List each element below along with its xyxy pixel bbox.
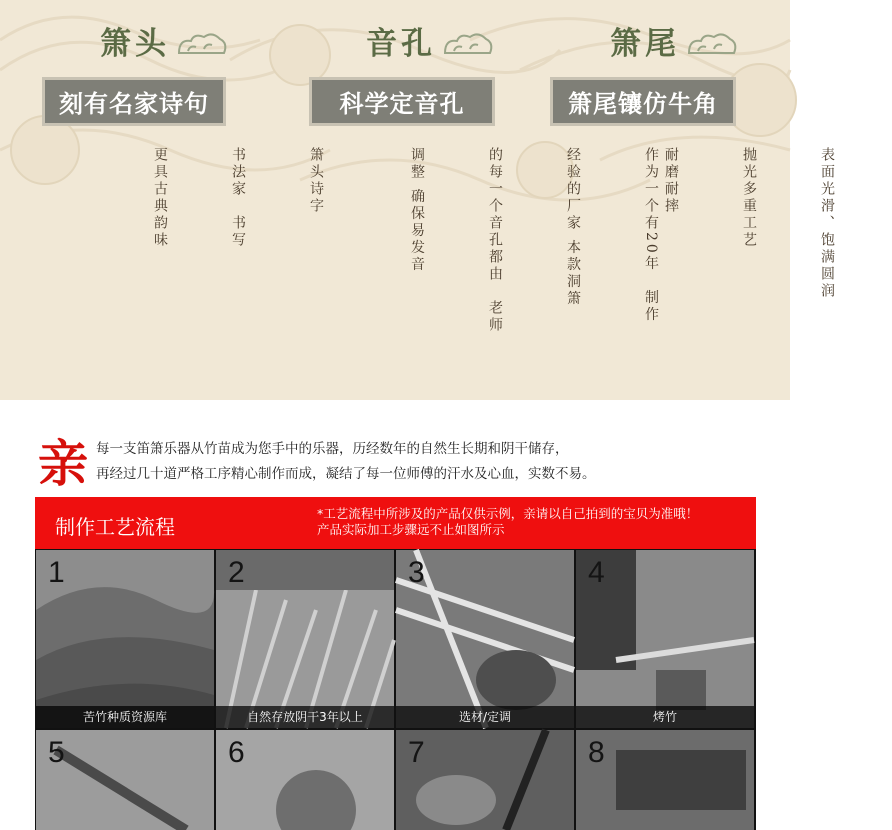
step-number: 8 xyxy=(588,736,605,769)
feature-title: 音孔 xyxy=(366,26,436,62)
process-step-image xyxy=(576,730,754,830)
process-header xyxy=(35,497,756,549)
step-caption: 自然存放阴干3年以上 xyxy=(216,706,394,728)
process-step-image xyxy=(216,730,394,830)
process-step-image xyxy=(36,550,214,728)
feature-head xyxy=(0,0,324,400)
feature-panel xyxy=(0,0,835,400)
process-step-image xyxy=(36,730,214,830)
step-number: 4 xyxy=(588,556,605,589)
process-step-image xyxy=(396,730,574,830)
process-step-image xyxy=(576,550,754,728)
cloud-ornament-icon xyxy=(442,31,494,61)
feature-badge: 科学定音孔 xyxy=(309,77,495,126)
process-step-image xyxy=(216,550,394,728)
feature-description: 箫头诗字 书法家 书写 更具古典韵味 xyxy=(152,147,324,249)
notice-mark: 亲 xyxy=(38,434,88,493)
feature-description: 作为一个有20年 制作 经验的厂家 本款洞箫 的每一个音孔都由 老师 调整 确保易发音 xyxy=(409,147,659,334)
process-title: 制作工艺流程 xyxy=(55,515,175,539)
step-number: 1 xyxy=(48,556,65,589)
step-number: 7 xyxy=(408,736,425,769)
cloud-ornament-icon xyxy=(176,31,228,61)
step-caption: 烤竹 xyxy=(576,706,754,728)
feature-badge: 箫尾镶仿牛角 xyxy=(550,77,736,126)
feature-title: 箫尾 xyxy=(610,26,680,62)
step-number: 6 xyxy=(228,736,245,769)
step-number: 2 xyxy=(228,556,245,589)
step-number: 3 xyxy=(408,556,425,589)
step-caption: 苦竹种质资源库 xyxy=(36,706,214,728)
feature-description: 表面光滑、饱满圆润 抛光多重工艺 耐磨耐摔 xyxy=(663,147,835,300)
feature-badge: 刻有名家诗句 xyxy=(42,77,226,126)
step-caption: 选材/定调 xyxy=(396,706,574,728)
process-step-image xyxy=(396,550,574,728)
feature-title: 箫头 xyxy=(100,26,170,62)
process-section xyxy=(35,497,756,830)
process-note: *工艺流程中所涉及的产品仅供示例，亲请以自己拍到的宝贝为准哦！ 产品实际加工步骤远不止如图所示 xyxy=(317,506,699,537)
step-number: 5 xyxy=(48,736,65,769)
cloud-ornament-icon xyxy=(686,31,738,61)
notice-line-1: 每一支笛箫乐器从竹苗成为您手中的乐器，历经数年的自然生长期和阴干储存， xyxy=(96,441,569,457)
feature-tail xyxy=(526,0,835,400)
notice-line-2: 再经过几十道严格工序精心制作而成，凝结了每一位师傅的汗水及心血，实数不易。 xyxy=(96,466,596,482)
